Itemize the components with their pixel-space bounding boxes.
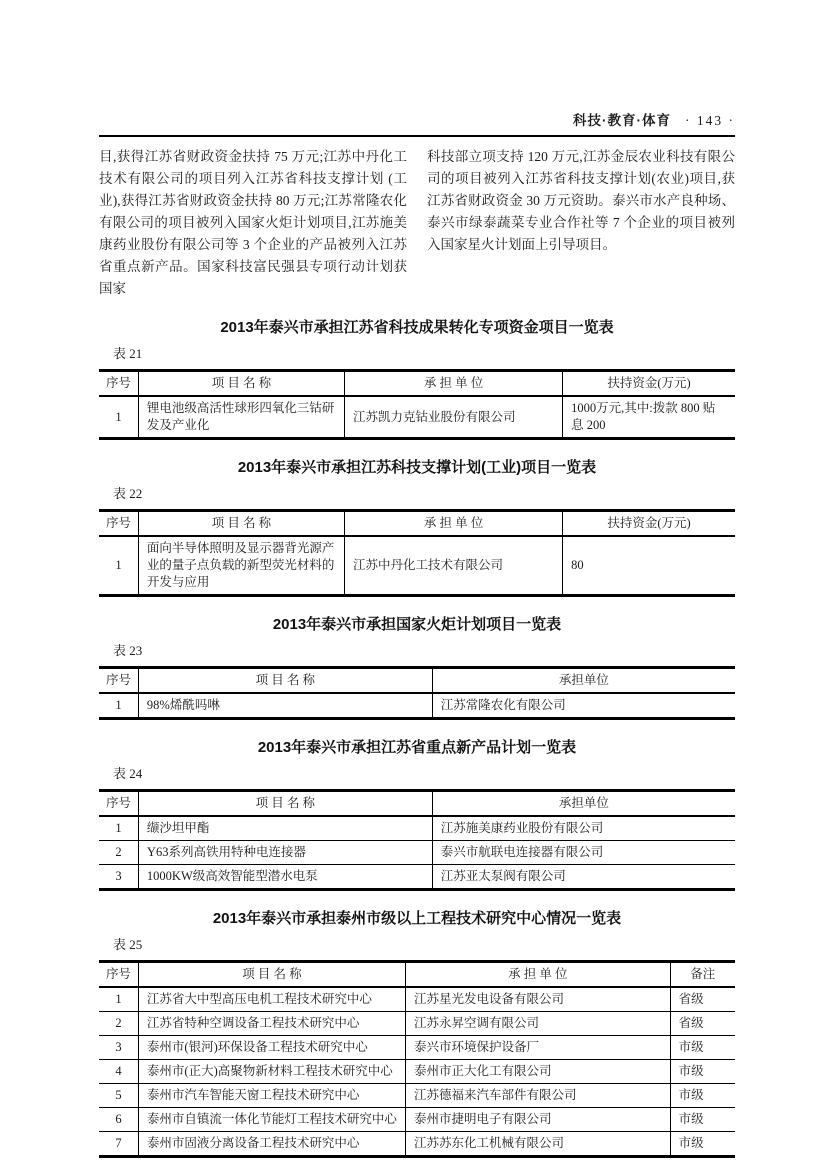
table-cell: 5: [99, 1084, 138, 1108]
table-cell: 6: [99, 1108, 138, 1132]
column-header: 承 担 单 位: [406, 962, 671, 988]
table-label: 表 21: [113, 346, 143, 361]
column-header: 承 担 单 位: [344, 371, 562, 397]
table-cell: 泰州市固液分离设备工程技术研究中心: [138, 1132, 405, 1157]
table-cell: 1: [99, 816, 138, 841]
table-row: [99, 987, 735, 1012]
table-label: 表 23: [113, 643, 143, 658]
table-block-25: [99, 909, 735, 1158]
table-cell: 江苏凯力克钴业股份有限公司: [344, 396, 562, 439]
table-cell: 2: [99, 841, 138, 865]
table-cell: 1: [99, 693, 138, 719]
data-table-23: [99, 666, 735, 720]
table-cell: Y63系列高铁用特种电连接器: [138, 841, 432, 865]
table-cell: 省级: [670, 987, 735, 1012]
table-cell: 98%烯酰吗啉: [138, 693, 432, 719]
column-header: 备注: [670, 962, 735, 988]
table-row: [99, 536, 735, 596]
table-row: [99, 841, 735, 865]
table-cell: 泰州市自镇流一体化节能灯工程技术研究中心: [138, 1108, 405, 1132]
column-header: 序号: [99, 962, 138, 988]
column-header: 项 目 名 称: [138, 371, 344, 397]
table-row: [99, 865, 735, 890]
table-cell: 80: [563, 536, 735, 596]
table-label: 表 24: [113, 766, 143, 781]
table-cell: 江苏星光发电设备有限公司: [406, 987, 671, 1012]
body-text: [99, 146, 735, 300]
table-cell: 市级: [670, 1132, 735, 1157]
page-header: [99, 112, 735, 130]
header-section-title: 科技·教育·体育: [573, 113, 671, 128]
table-cell: 1: [99, 987, 138, 1012]
data-table-25: [99, 960, 735, 1158]
table-cell: 面向半导体照明及显示器背光源产业的量子点负载的新型荧光材料的开发与应用: [138, 536, 344, 596]
table-cell: 市级: [670, 1036, 735, 1060]
table-cell: 市级: [670, 1084, 735, 1108]
table-cell: 泰州市汽车智能天窗工程技术研究中心: [138, 1084, 405, 1108]
table-cell: 4: [99, 1060, 138, 1084]
table-cell: 市级: [670, 1108, 735, 1132]
body-left-column: 目,获得江苏省财政资金扶持 75 万元;江苏中丹化工技术有限公司的项目列入江苏省科技支撑计划 (工业),获得江苏省财政资金扶持 80 万元;江苏常隆农化有限公司的项目被列入国家火炬计划项目,江苏施美康药业股份有限公司等 3 个企业的产品被列入江苏省重点新产品。国家科技富民强县专项行动计划获国家: [99, 149, 407, 296]
data-table-21: [99, 369, 735, 440]
table-title: 2013年泰兴市承担江苏省重点新产品计划一览表: [257, 739, 577, 756]
table-cell: 江苏省大中型高压电机工程技术研究中心: [138, 987, 405, 1012]
column-header: 承担单位: [432, 791, 735, 817]
table-cell: 市级: [670, 1060, 735, 1084]
table-cell: 1: [99, 396, 138, 439]
header-row: [99, 962, 735, 988]
table-block-21: [99, 318, 735, 440]
table-cell: 江苏施美康药业股份有限公司: [432, 816, 735, 841]
table-cell: 泰州市(正大)高聚物新材料工程技术研究中心: [138, 1060, 405, 1084]
table-cell: 江苏亚太泵阀有限公司: [432, 865, 735, 890]
table-label: 表 25: [113, 937, 143, 952]
table-row: [99, 693, 735, 719]
header-row: [99, 511, 735, 537]
table-row: [99, 1060, 735, 1084]
table-cell: 1: [99, 536, 138, 596]
column-header: 序号: [99, 668, 138, 694]
table-block-24: [99, 738, 735, 891]
table-cell: 江苏苏东化工机械有限公司: [406, 1132, 671, 1157]
table-row: [99, 816, 735, 841]
table-row: [99, 1132, 735, 1157]
table-cell: 泰州市正大化工有限公司: [406, 1060, 671, 1084]
table-cell: 泰州市捷明电子有限公司: [406, 1108, 671, 1132]
header-row: [99, 791, 735, 817]
table-cell: 江苏省特种空调设备工程技术研究中心: [138, 1012, 405, 1036]
table-cell: 7: [99, 1132, 138, 1157]
column-header: 扶持资金(万元): [563, 511, 735, 537]
column-header: 序号: [99, 511, 138, 537]
table-cell: 江苏常隆农化有限公司: [432, 693, 735, 719]
column-header: 序号: [99, 371, 138, 397]
table-cell: 锂电池级高活性球形四氧化三钴研发及产业化: [138, 396, 344, 439]
table-label: 表 22: [113, 486, 143, 501]
table-title: 2013年泰兴市承担江苏科技支撑计划(工业)项目一览表: [237, 459, 597, 476]
table-cell: 泰兴市环境保护设备厂: [406, 1036, 671, 1060]
table-cell: 1000万元,其中:拨款 800 贴息 200: [563, 396, 735, 439]
table-cell: 省级: [670, 1012, 735, 1036]
column-header: 承担单位: [432, 668, 735, 694]
column-header: 项 目 名 称: [138, 962, 405, 988]
column-header: 项 目 名 称: [138, 791, 432, 817]
header-row: [99, 668, 735, 694]
column-header: 项 目 名 称: [138, 668, 432, 694]
table-cell: 3: [99, 1036, 138, 1060]
table-cell: 3: [99, 865, 138, 890]
table-cell: 2: [99, 1012, 138, 1036]
table-cell: 泰兴市航联电连接器有限公司: [432, 841, 735, 865]
table-row: [99, 1012, 735, 1036]
table-cell: 江苏中丹化工技术有限公司: [344, 536, 562, 596]
column-header: 扶持资金(万元): [563, 371, 735, 397]
table-block-23: [99, 615, 735, 720]
data-table-22: [99, 509, 735, 597]
table-cell: 缬沙坦甲酯: [138, 816, 432, 841]
table-cell: 江苏德福来汽车部件有限公司: [406, 1084, 671, 1108]
column-header: 序号: [99, 791, 138, 817]
column-header: 项 目 名 称: [138, 511, 344, 537]
table-row: [99, 1036, 735, 1060]
table-title: 2013年泰兴市承担国家火炬计划项目一览表: [272, 616, 562, 633]
table-title: 2013年泰兴市承担江苏省科技成果转化专项资金项目一览表: [220, 319, 614, 336]
table-row: [99, 1108, 735, 1132]
table-row: [99, 396, 735, 439]
table-block-22: [99, 458, 735, 597]
body-right-column: 科技部立项支持 120 万元,江苏金辰农业科技有限公司的项目被列入江苏省科技支撑计划(农业)项目,获江苏省财政资金 30 万元资助。泰兴市水产良种场、泰兴市绿泰蔬菜专业合作社等 7 个企业的项目被列入国家星火计划面上引导项目。: [427, 149, 735, 252]
column-header: 承 担 单 位: [344, 511, 562, 537]
header-rule: [99, 135, 735, 137]
header-page-number: · 143 ·: [685, 113, 735, 128]
table-row: [99, 1084, 735, 1108]
header-row: [99, 371, 735, 397]
table-cell: 江苏永昇空调有限公司: [406, 1012, 671, 1036]
data-table-24: [99, 789, 735, 891]
table-cell: 1000KW级高效智能型潜水电泵: [138, 865, 432, 890]
table-cell: 泰州市(银河)环保设备工程技术研究中心: [138, 1036, 405, 1060]
table-title: 2013年泰兴市承担泰州市级以上工程技术研究中心情况一览表: [212, 910, 622, 927]
